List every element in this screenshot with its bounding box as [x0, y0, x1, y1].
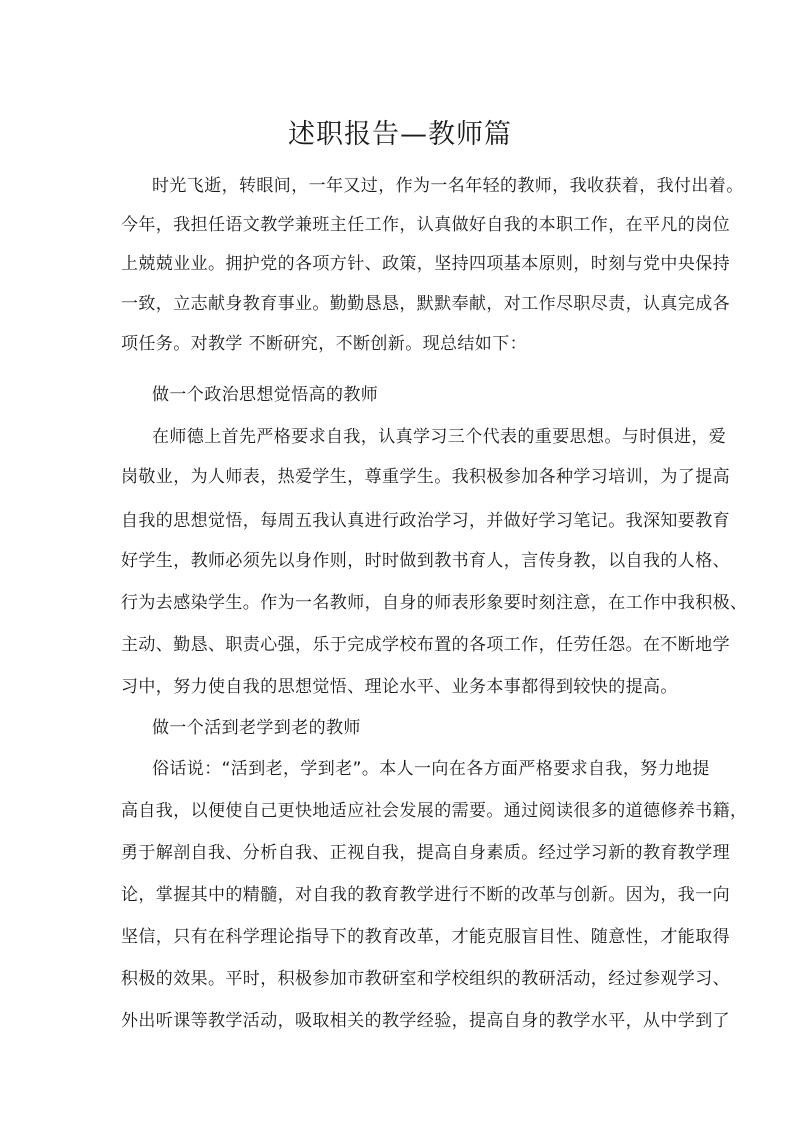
body-line: 行为去感染学生。作为一名教师，自身的师表形象要时刻注意，在工作中我积极、 — [121, 593, 748, 613]
body-line: 勇于解剖自我、分析自我、正视自我，提高自身素质。经过学习新的教育教学理 — [121, 843, 730, 863]
body-line: 上兢兢业业。拥护党的各项方针、政策，坚持四项基本原则，时刻与党中央保持 — [121, 254, 730, 274]
body-line: 坚信，只有在科学理论指导下的教育改革，才能克服盲目性、随意性，才能取得 — [121, 927, 730, 947]
body-line: 项任务。对教学 不断研究，不断创新。现总结如下： — [121, 334, 528, 354]
body-line: 好学生，教师必须先以身作则，时时做到教书育人，言传身教，以自我的人格、 — [121, 551, 730, 571]
body-line: 高自我，以便使自己更快地适应社会发展的需要。通过阅读很多的道德修养书籍， — [121, 801, 748, 821]
body-line: 时光飞逝，转眼间，一年又过，作为一名年轻的教师，我收获着，我付出着。 — [152, 176, 744, 196]
body-line: 积极的效果。平时，积极参加市教研室和学校组织的教研活动，经过参观学习、 — [121, 969, 730, 989]
body-line: 在师德上首先严格要求自我，认真学习三个代表的重要思想。与时俱进，爱 — [152, 427, 727, 447]
body-line: 一致，立志献身教育事业。勤勤恳恳，默默奉献，对工作尽职尽责，认真完成各 — [121, 294, 730, 314]
section-heading: 做一个活到老学到老的教师 — [152, 718, 361, 738]
body-line: 外出听课等教学活动，吸取相关的教学经验，提高自身的教学水平，从中学到了 — [121, 1011, 730, 1031]
body-line: 今年，我担任语文教学兼班主任工作，认真做好自我的本职工作，在平凡的岗位 — [121, 215, 730, 235]
body-line: 习中，努力使自我的思想觉悟、理论水平、业务本事都得到较快的提高。 — [121, 677, 678, 697]
body-line: 岗敬业，为人师表，热爱学生，尊重学生。我积极参加各种学习培训，为了提高 — [121, 467, 730, 487]
body-line: 俗话说：“活到老，学到老”。本人一向在各方面严格要求自我，努力地提 — [152, 759, 710, 779]
body-line: 论，掌握其中的精髓，对自我的教育教学进行不断的改革与创新。因为，我一向 — [121, 885, 730, 905]
body-line: 自我的思想觉悟，每周五我认真进行政治学习，并做好学习笔记。我深知要教育 — [121, 511, 730, 531]
document-title: 述职报告—教师篇 — [288, 119, 512, 150]
body-line: 主动、勤恳、职责心强，乐于完成学校布置的各项工作，任劳任怨。在不断地学 — [121, 635, 730, 655]
section-heading: 做一个政治思想觉悟高的教师 — [152, 385, 379, 405]
